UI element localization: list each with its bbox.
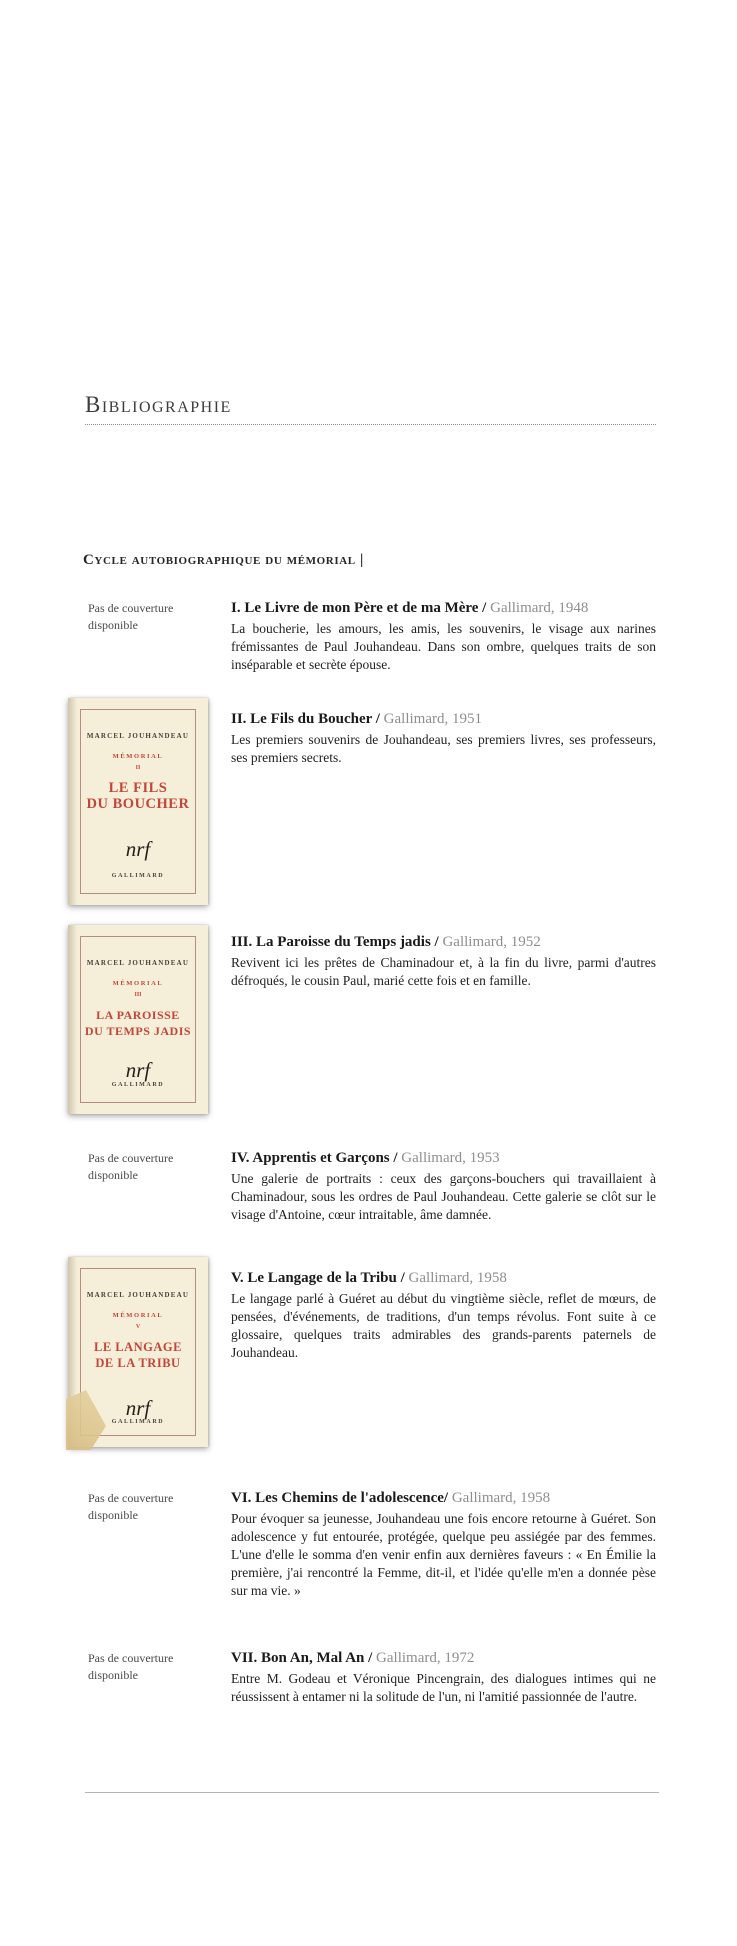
- entry-publisher: Gallimard, 1953: [401, 1150, 500, 1166]
- entry-cover-column: [68, 1648, 231, 1684]
- entry-description: Les premiers souvenirs de Jouhandeau, ses premiers livres, ses professeurs, ses premiers secrets.: [231, 732, 656, 765]
- bibliography-entry: [68, 1148, 656, 1224]
- cover-series: MÉMORIAL: [112, 980, 164, 987]
- bibliography-entry: [68, 698, 656, 905]
- entry-cover-column: [68, 1257, 231, 1447]
- cover-title-line: LE LANGAGE: [93, 1340, 182, 1354]
- cover-title: [87, 780, 190, 812]
- entry-title: [231, 709, 656, 729]
- no-cover-label: Pas de couverture disponible: [88, 1651, 174, 1682]
- entry-text-column: [231, 1257, 656, 1362]
- entry-text-column: [231, 1488, 656, 1600]
- entry-description: Une galerie de portraits : ceux des garçons-bouchers qui travaillaient à Chaminadour, sous les ordres de Paul Jouhandeau. Cette galerie se clôt sur le visage d'Antoine, cœur intraitable, âme damnée.: [231, 1171, 656, 1222]
- nrf-logo: nrf: [125, 1058, 151, 1082]
- entry-publisher: Gallimard, 1952: [442, 934, 541, 950]
- entry-title-text: IV. Apprentis et Garçons /: [231, 1150, 398, 1166]
- bibliography-entry: [68, 1648, 656, 1706]
- cover-imprint: GALLIMARD: [111, 1419, 165, 1425]
- entry-description: Revivent ici les prêtes de Chaminadour et, à la fin du livre, parmi d'autres défroqués, le cousin Paul, marié cette fois et en famille.: [231, 955, 656, 988]
- entry-publisher: Gallimard, 1958: [451, 1490, 551, 1506]
- cover-title-line: DU TEMPS JADIS: [84, 1024, 192, 1038]
- cover-volume: III: [134, 992, 142, 998]
- entry-text-column: [231, 925, 656, 990]
- entry-title-text: VI. Les Chemins de l'adolescence/: [231, 1490, 449, 1506]
- entry-publisher: Gallimard, 1972: [376, 1650, 475, 1666]
- cover-author: MARCEL JOUHANDEAU: [86, 1291, 190, 1299]
- entry-text-column: [231, 598, 656, 674]
- book-cover-frame: [80, 1268, 196, 1436]
- cover-series: MÉMORIAL: [112, 1312, 164, 1319]
- book-cover-frame: [80, 709, 196, 894]
- cover-author: MARCEL JOUHANDEAU: [86, 732, 190, 740]
- entry-description: Le langage parlé à Guéret au début du vingtième siècle, reflet de mœurs, de pensées, d'événements, de traditions, d'un temps révolus. Font suite à ce glossaire, quelques traits admirables des grands-parents paternels de Jouhandeau.: [231, 1291, 656, 1360]
- entry-title-text: V. Le Langage de la Tribu /: [231, 1270, 405, 1286]
- entry-text-column: [231, 1648, 656, 1706]
- no-cover-label: Pas de couverture disponible: [88, 1491, 174, 1522]
- cover-imprint: GALLIMARD: [111, 1082, 165, 1088]
- entry-description: Pour évoquer sa jeunesse, Jouhandeau une fois encore retourne à Guéret. Son adolescence y fut entourée, protégée, quelque peu assiégée par des femmes. L'une d'elle le somma d'en venir enfin aux dernières faveurs : « En Émilie la première, j'ai rencontré la Femme, dit-il, et l'idée qu'elle m'en a donnée pèse sur ma vie. »: [231, 1511, 656, 1598]
- entry-text-column: [231, 698, 656, 767]
- cover-title-line: LE FILS: [108, 780, 168, 796]
- entry-publisher: Gallimard, 1951: [383, 711, 482, 727]
- entry-cover-column: [68, 1148, 231, 1184]
- entry-title: [231, 932, 656, 952]
- no-cover-label: Pas de couverture disponible: [88, 1151, 174, 1182]
- cover-title-line: DE LA TRIBU: [95, 1356, 181, 1370]
- entry-text-column: [231, 1148, 656, 1224]
- cover-series: MÉMORIAL: [112, 753, 164, 760]
- entry-cover-column: [68, 1488, 231, 1524]
- cover-title-line: LA PAROISSE: [96, 1008, 180, 1022]
- entry-title: [231, 1148, 656, 1168]
- page-title: Bibliographie: [85, 392, 232, 417]
- book-cover-frame: [80, 936, 196, 1103]
- entry-title: [231, 1488, 656, 1508]
- cover-title: [94, 1339, 182, 1371]
- nrf-logo: nrf: [125, 1396, 151, 1420]
- entry-title-text: III. La Paroisse du Temps jadis /: [231, 934, 439, 950]
- bottom-divider: [85, 1792, 659, 1793]
- entry-title: [231, 1268, 656, 1288]
- bibliography-entry: [68, 598, 656, 674]
- cover-title: [85, 1007, 191, 1039]
- entry-description: La boucherie, les amours, les amis, les souvenirs, le visage aux narines frémissantes de Paul Jouhandeau. Dans son ombre, quelques traits de son inséparable et secrète épouse.: [231, 621, 656, 672]
- entry-cover-column: [68, 925, 231, 1114]
- entry-title: [231, 598, 656, 618]
- bibliography-entry: [68, 925, 656, 1114]
- cover-volume: V: [135, 1324, 141, 1330]
- entry-publisher: Gallimard, 1958: [408, 1270, 507, 1286]
- section-heading: Cycle autobiographique du mémorial |: [83, 552, 364, 568]
- entry-title-text: II. Le Fils du Boucher /: [231, 711, 380, 727]
- entry-description: Entre M. Godeau et Véronique Pincengrain, des dialogues intimes qui ne réussissent à entamer ni la solitude de l'un, ni l'amitié passionnée de l'autre.: [231, 1671, 656, 1704]
- cover-author: MARCEL JOUHANDEAU: [86, 959, 190, 967]
- entry-cover-column: [68, 698, 231, 905]
- book-cover: [68, 698, 208, 905]
- entry-title-text: I. Le Livre de mon Père et de ma Mère /: [231, 600, 487, 616]
- no-cover-label: Pas de couverture disponible: [88, 601, 174, 632]
- bibliography-entry: [68, 1257, 656, 1447]
- book-cover: [68, 925, 208, 1114]
- book-cover: [68, 1257, 208, 1447]
- cover-title-line: DU BOUCHER: [86, 796, 190, 812]
- cover-imprint: GALLIMARD: [111, 873, 165, 879]
- bibliography-entry: [68, 1488, 656, 1600]
- entry-title: [231, 1648, 656, 1668]
- entry-cover-column: [68, 598, 231, 634]
- cover-volume: II: [135, 765, 141, 771]
- entry-title-text: VII. Bon An, Mal An /: [231, 1650, 373, 1666]
- title-divider: [85, 424, 656, 425]
- entry-publisher: Gallimard, 1948: [490, 600, 589, 616]
- nrf-logo: nrf: [125, 837, 151, 861]
